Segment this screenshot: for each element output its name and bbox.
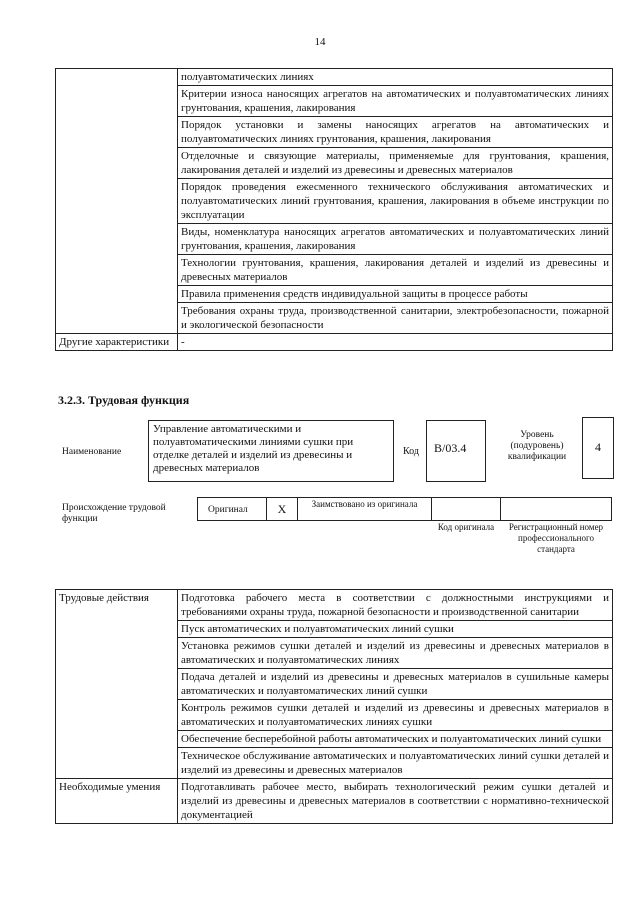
knowledge-item: Правила применения средств индивидуальной защиты в процессе работы — [178, 286, 613, 303]
code-label: Код — [403, 446, 419, 457]
level-value-box: 4 — [582, 417, 614, 479]
labor-action-item: Пуск автоматических и полуавтоматических линий сушки — [178, 621, 613, 638]
labor-action-item: Обеспечение бесперебойной работы автоматических и полуавтоматических линий сушки — [178, 731, 613, 748]
function-name-box: Управление автоматическими и полуавтоматическими линиями сушки при отделке деталей и изделий из древесины и древесных материалов — [148, 420, 394, 482]
knowledge-item: Критерии износа наносящих агрегатов на автоматических и полуавтоматических линиях грунтования, крашения, лакирования — [178, 86, 613, 117]
knowledge-table — [55, 68, 613, 351]
knowledge-item: Порядок проведения ежесменного технического обслуживания автоматических и полуавтоматических линий грунтования, крашения, лакирования в объеме инструкции по эксплуатации — [178, 179, 613, 224]
labor-action-item: Контроль режимов сушки деталей и изделий из древесины и древесных материалов в автоматических и полуавтоматических линиях сушки — [178, 700, 613, 731]
reg-number-box — [500, 497, 612, 521]
borrowed-label-box: Заимствовано из оригинала — [297, 497, 432, 521]
code-original-caption: Код оригинала — [437, 522, 495, 532]
knowledge-label-cell — [56, 69, 178, 334]
code-value-box: B/03.4 — [426, 420, 486, 482]
skills-label: Необходимые умения — [56, 779, 178, 824]
labor-actions-label: Трудовые действия — [56, 590, 178, 779]
knowledge-item: Виды, номенклатура наносящих агрегатов автоматических и полуавтоматических линий грунтования, крашения, лакирования — [178, 224, 613, 255]
labor-actions-table — [55, 589, 613, 824]
level-label: Уровень (подуровень) квалификации — [507, 430, 567, 462]
reg-number-caption: Регистрационный номер профессионального стандарта — [508, 522, 604, 554]
page-number: 14 — [314, 36, 326, 48]
original-label-box: Оригинал — [197, 497, 267, 521]
labor-action-item: Установка режимов сушки деталей и изделий из древесины и древесных материалов в автоматических и полуавтоматических линиях — [178, 638, 613, 669]
origin-label: Происхождение трудовой функции — [62, 503, 166, 524]
labor-action-item: Подача деталей и изделий из древесины и древесных материалов в сушильные камеры автоматических и полуавтоматических линий сушки — [178, 669, 613, 700]
other-characteristics-value: - — [178, 334, 613, 351]
name-label: Наименование — [62, 447, 122, 457]
section-heading: 3.2.3. Трудовая функция — [58, 393, 190, 407]
labor-action-item: Техническое обслуживание автоматических и полуавтоматических линий сушки деталей и изделий из древесины и древесных материалов — [178, 748, 613, 779]
code-original-box — [431, 497, 501, 521]
skill-item: Подготавливать рабочее место, выбирать технологический режим сушки деталей и изделий из древесины и древесных материалов в соответствии с нормативно-технической документацией — [178, 779, 613, 824]
other-characteristics-label: Другие характеристики — [56, 334, 178, 351]
knowledge-item: Технологии грунтования, крашения, лакирования деталей и изделий из древесины и древесных материалов — [178, 255, 613, 286]
knowledge-item: полуавтоматических линиях — [178, 69, 613, 86]
knowledge-item: Отделочные и связующие материалы, применяемые для грунтования, крашения, лакирования деталей и изделий из древесины и древесных материалов — [178, 148, 613, 179]
knowledge-item: Порядок установки и замены наносящих агрегатов на автоматических и полуавтоматических линиях грунтования, крашения, лакирования — [178, 117, 613, 148]
labor-action-item: Подготовка рабочего места в соответствии с должностными инструкциями и требованиями охраны труда, пожарной безопасности и производственной санитарии — [178, 590, 613, 621]
knowledge-item: Требования охраны труда, производственной санитарии, электробезопасности, пожарной и экологической безопасности — [178, 303, 613, 334]
original-mark-box: X — [266, 497, 298, 521]
